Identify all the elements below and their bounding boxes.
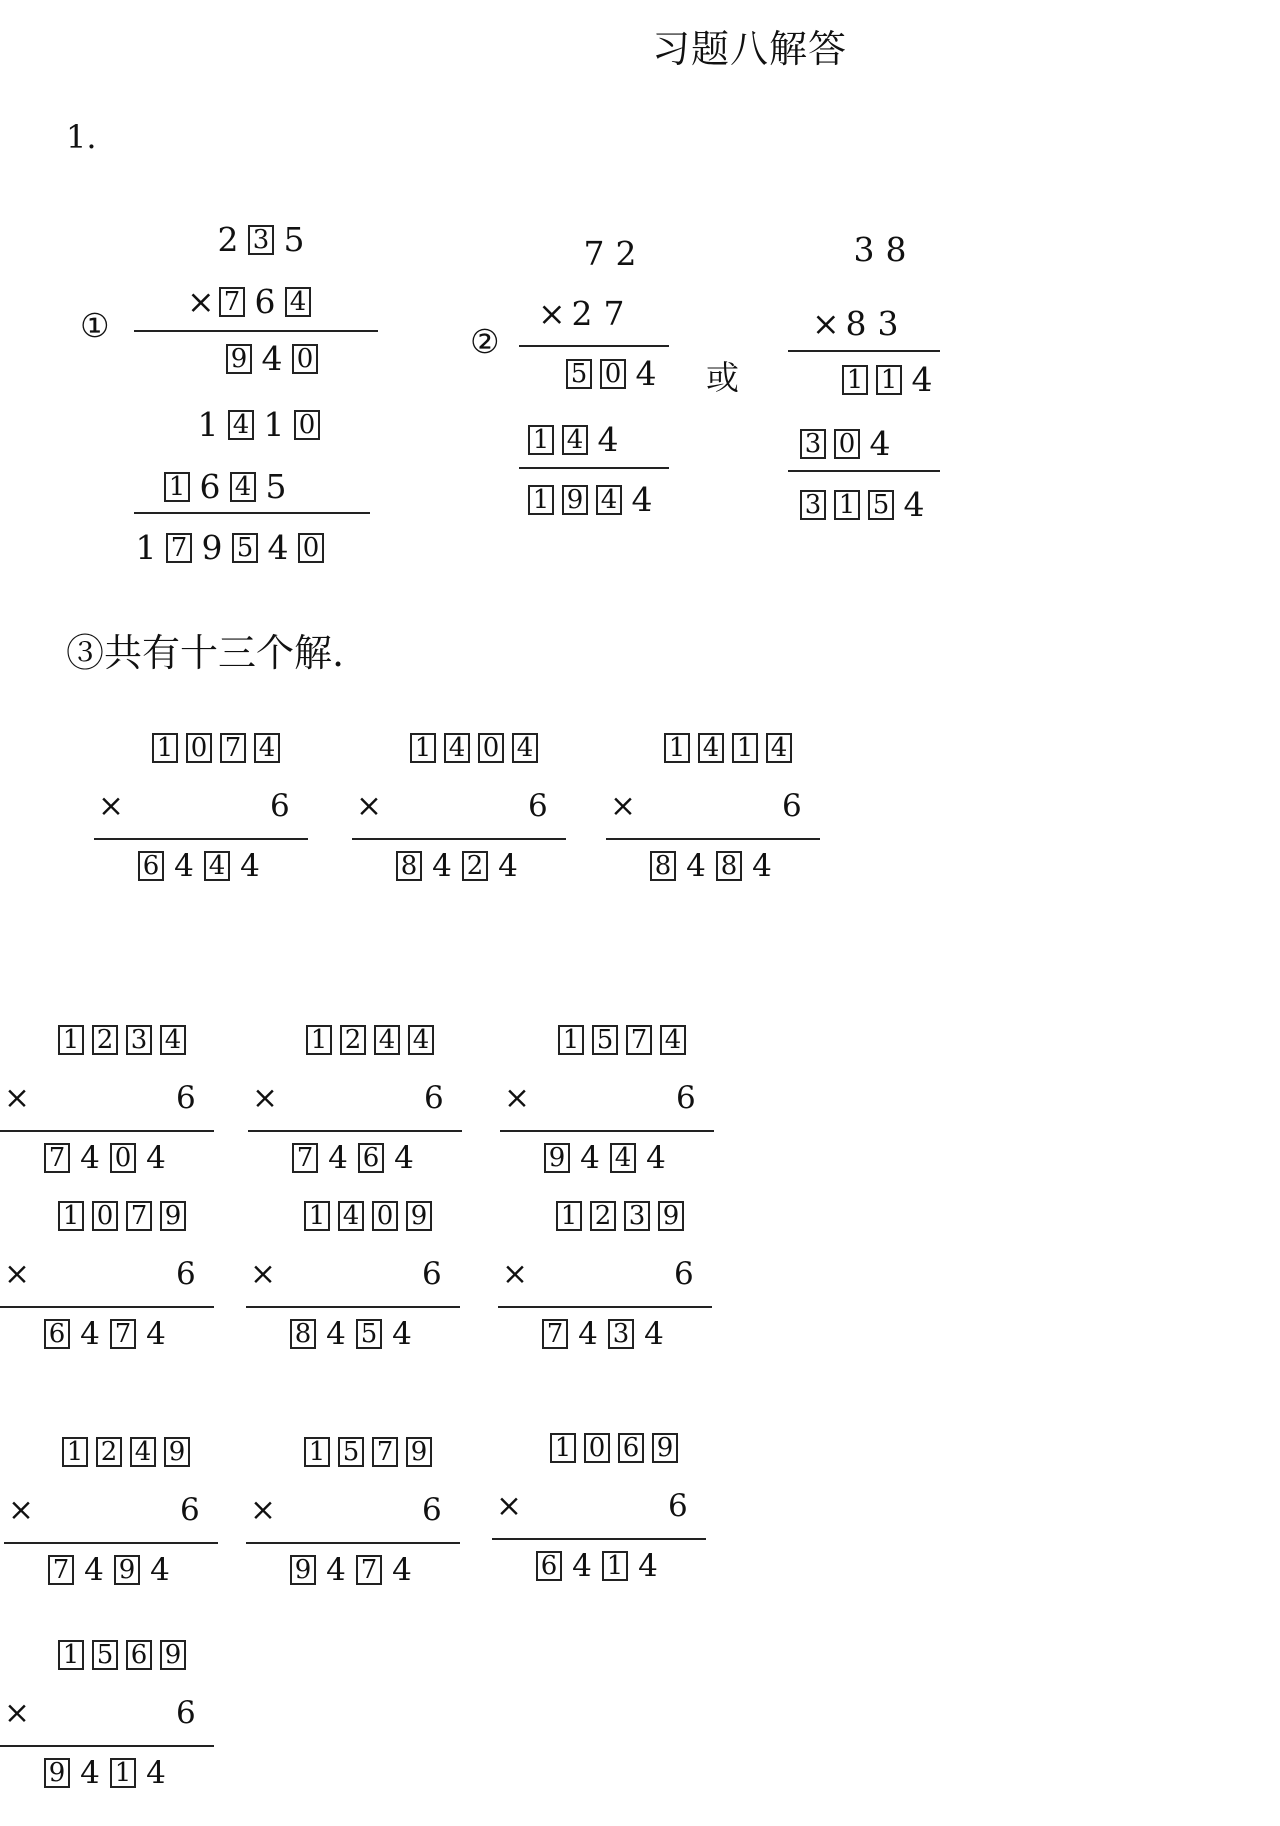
solution-multiplier: 6 — [176, 1256, 196, 1292]
problem-1-rule-b — [134, 512, 370, 514]
solution-multiplier: 6 — [528, 788, 548, 824]
solution-3 — [606, 728, 824, 884]
problem-2b-product: 3 1 5 4 — [796, 483, 930, 522]
problem-2a-p2: 1 4 4 — [524, 418, 624, 457]
solution-multiplier: 6 — [676, 1080, 696, 1116]
solution-multiplier: 6 — [668, 1488, 688, 1524]
solution-multiplicand: 1 4 1 4 — [660, 728, 796, 764]
times-sign: × — [504, 1080, 530, 1116]
problem-1-partial-2: 1 4 1 0 — [192, 403, 324, 442]
times-sign: × — [496, 1488, 522, 1524]
solution-rule — [246, 1306, 460, 1308]
solution-product: 6 4 4 4 — [134, 846, 266, 882]
times-sign: × — [252, 1080, 278, 1116]
solution-multiplier: 6 — [176, 1080, 196, 1116]
times-sign: × — [4, 1080, 30, 1116]
solution-6 — [500, 1020, 718, 1176]
problem-1-partial-1: 9 4 0 — [222, 337, 322, 376]
solution-multiplicand: 1 5 6 9 — [54, 1635, 190, 1671]
solution-multiplicand: 1 5 7 4 — [554, 1020, 690, 1056]
solution-multiplier: 6 — [270, 788, 290, 824]
problem-2a-rule-a — [519, 345, 669, 347]
solution-8 — [246, 1196, 464, 1352]
solution-9 — [498, 1196, 716, 1352]
solution-multiplicand: 1 4 0 9 — [300, 1196, 436, 1232]
problem-1-multiplicand: 2 3 5 — [217, 220, 305, 259]
solution-2 — [352, 728, 570, 884]
solution-multiplier: 6 — [422, 1492, 442, 1528]
solution-product: 6 4 1 4 — [532, 1546, 664, 1582]
section-number: 1. — [66, 118, 97, 156]
solution-11 — [246, 1432, 464, 1588]
times-sign: × — [250, 1256, 276, 1292]
problem-1-partial-3: 1 6 4 5 — [160, 465, 292, 504]
times-sign: × — [610, 788, 636, 824]
solution-multiplicand: 1 5 7 9 — [300, 1432, 436, 1468]
solution-rule — [246, 1542, 460, 1544]
solution-product: 8 4 5 4 — [286, 1314, 418, 1350]
solution-multiplier: 6 — [424, 1080, 444, 1116]
problem-2b-p1: 1 1 4 — [838, 358, 938, 397]
solution-12 — [492, 1428, 710, 1584]
solution-multiplicand: 1 0 6 9 — [546, 1428, 682, 1464]
solution-multiplicand: 1 2 4 4 — [302, 1020, 438, 1056]
solution-4 — [0, 1020, 218, 1176]
problem-3-label: ③共有十三个解. — [66, 631, 345, 675]
solution-rule — [248, 1130, 462, 1132]
problem-2b-mult: × 8 3 — [812, 304, 899, 343]
problem-2b-top: 3 8 — [853, 230, 907, 269]
solution-product: 8 4 8 4 — [646, 846, 778, 882]
times-sign: × — [356, 788, 382, 824]
problem-2a-product: 1 9 4 4 — [524, 478, 658, 517]
solution-rule — [4, 1542, 218, 1544]
solution-multiplier: 6 — [422, 1256, 442, 1292]
problem-2a-rule-b — [519, 467, 669, 469]
solution-product: 7 4 6 4 — [288, 1138, 420, 1174]
times-sign: × — [4, 1256, 30, 1292]
page-title: 习题八解答 — [652, 27, 848, 71]
solution-product: 9 4 7 4 — [286, 1550, 418, 1586]
solution-rule — [500, 1130, 714, 1132]
solution-rule — [492, 1538, 706, 1540]
solution-product: 7 4 9 4 — [44, 1550, 176, 1586]
problem-2-marker: ② — [470, 322, 500, 361]
solution-multiplier: 6 — [674, 1256, 694, 1292]
solution-product: 7 4 3 4 — [538, 1314, 670, 1350]
problem-2a-top: 7 2 — [583, 234, 637, 273]
solution-multiplicand: 1 2 3 9 — [552, 1196, 688, 1232]
solution-multiplicand: 1 2 4 9 — [58, 1432, 194, 1468]
solution-rule — [606, 838, 820, 840]
solution-5 — [248, 1020, 466, 1176]
or-label: 或 — [706, 358, 739, 397]
solution-multiplicand: 1 2 3 4 — [54, 1020, 190, 1056]
times-sign: × — [98, 788, 124, 824]
solution-13 — [0, 1635, 218, 1791]
solution-product: 7 4 0 4 — [40, 1138, 172, 1174]
problem-1-product: 1 7 9 5 4 0 — [130, 526, 328, 565]
problem-1-multiplier: × 7 6 4 — [183, 280, 315, 319]
solution-multiplier: 6 — [782, 788, 802, 824]
problem-2a-p1: 5 0 4 — [562, 352, 662, 391]
solution-10 — [4, 1432, 222, 1588]
problem-1-marker: ① — [80, 306, 110, 345]
solution-1 — [94, 728, 312, 884]
solution-product: 9 4 4 4 — [540, 1138, 672, 1174]
problem-2a-mult: × 2 7 — [538, 294, 625, 333]
solution-multiplicand: 1 4 0 4 — [406, 728, 542, 764]
solution-rule — [94, 838, 308, 840]
solution-rule — [0, 1306, 214, 1308]
solution-rule — [0, 1130, 214, 1132]
problem-1-rule-a — [134, 330, 378, 332]
solution-rule — [498, 1306, 712, 1308]
solution-multiplicand: 1 0 7 9 — [54, 1196, 190, 1232]
problem-2b-rule-a — [788, 350, 940, 352]
solution-rule — [0, 1745, 214, 1747]
problem-2b-p2: 3 0 4 — [796, 422, 896, 461]
solution-rule — [352, 838, 566, 840]
solution-multiplicand: 1 0 7 4 — [148, 728, 284, 764]
solution-product: 8 4 2 4 — [392, 846, 524, 882]
times-sign: × — [8, 1492, 34, 1528]
solution-product: 6 4 7 4 — [40, 1314, 172, 1350]
solution-7 — [0, 1196, 218, 1352]
times-sign: × — [4, 1695, 30, 1731]
solution-multiplier: 6 — [180, 1492, 200, 1528]
solution-multiplier: 6 — [176, 1695, 196, 1731]
times-sign: × — [502, 1256, 528, 1292]
times-sign: × — [250, 1492, 276, 1528]
solution-product: 9 4 1 4 — [40, 1753, 172, 1789]
problem-2b-rule-b — [788, 470, 940, 472]
